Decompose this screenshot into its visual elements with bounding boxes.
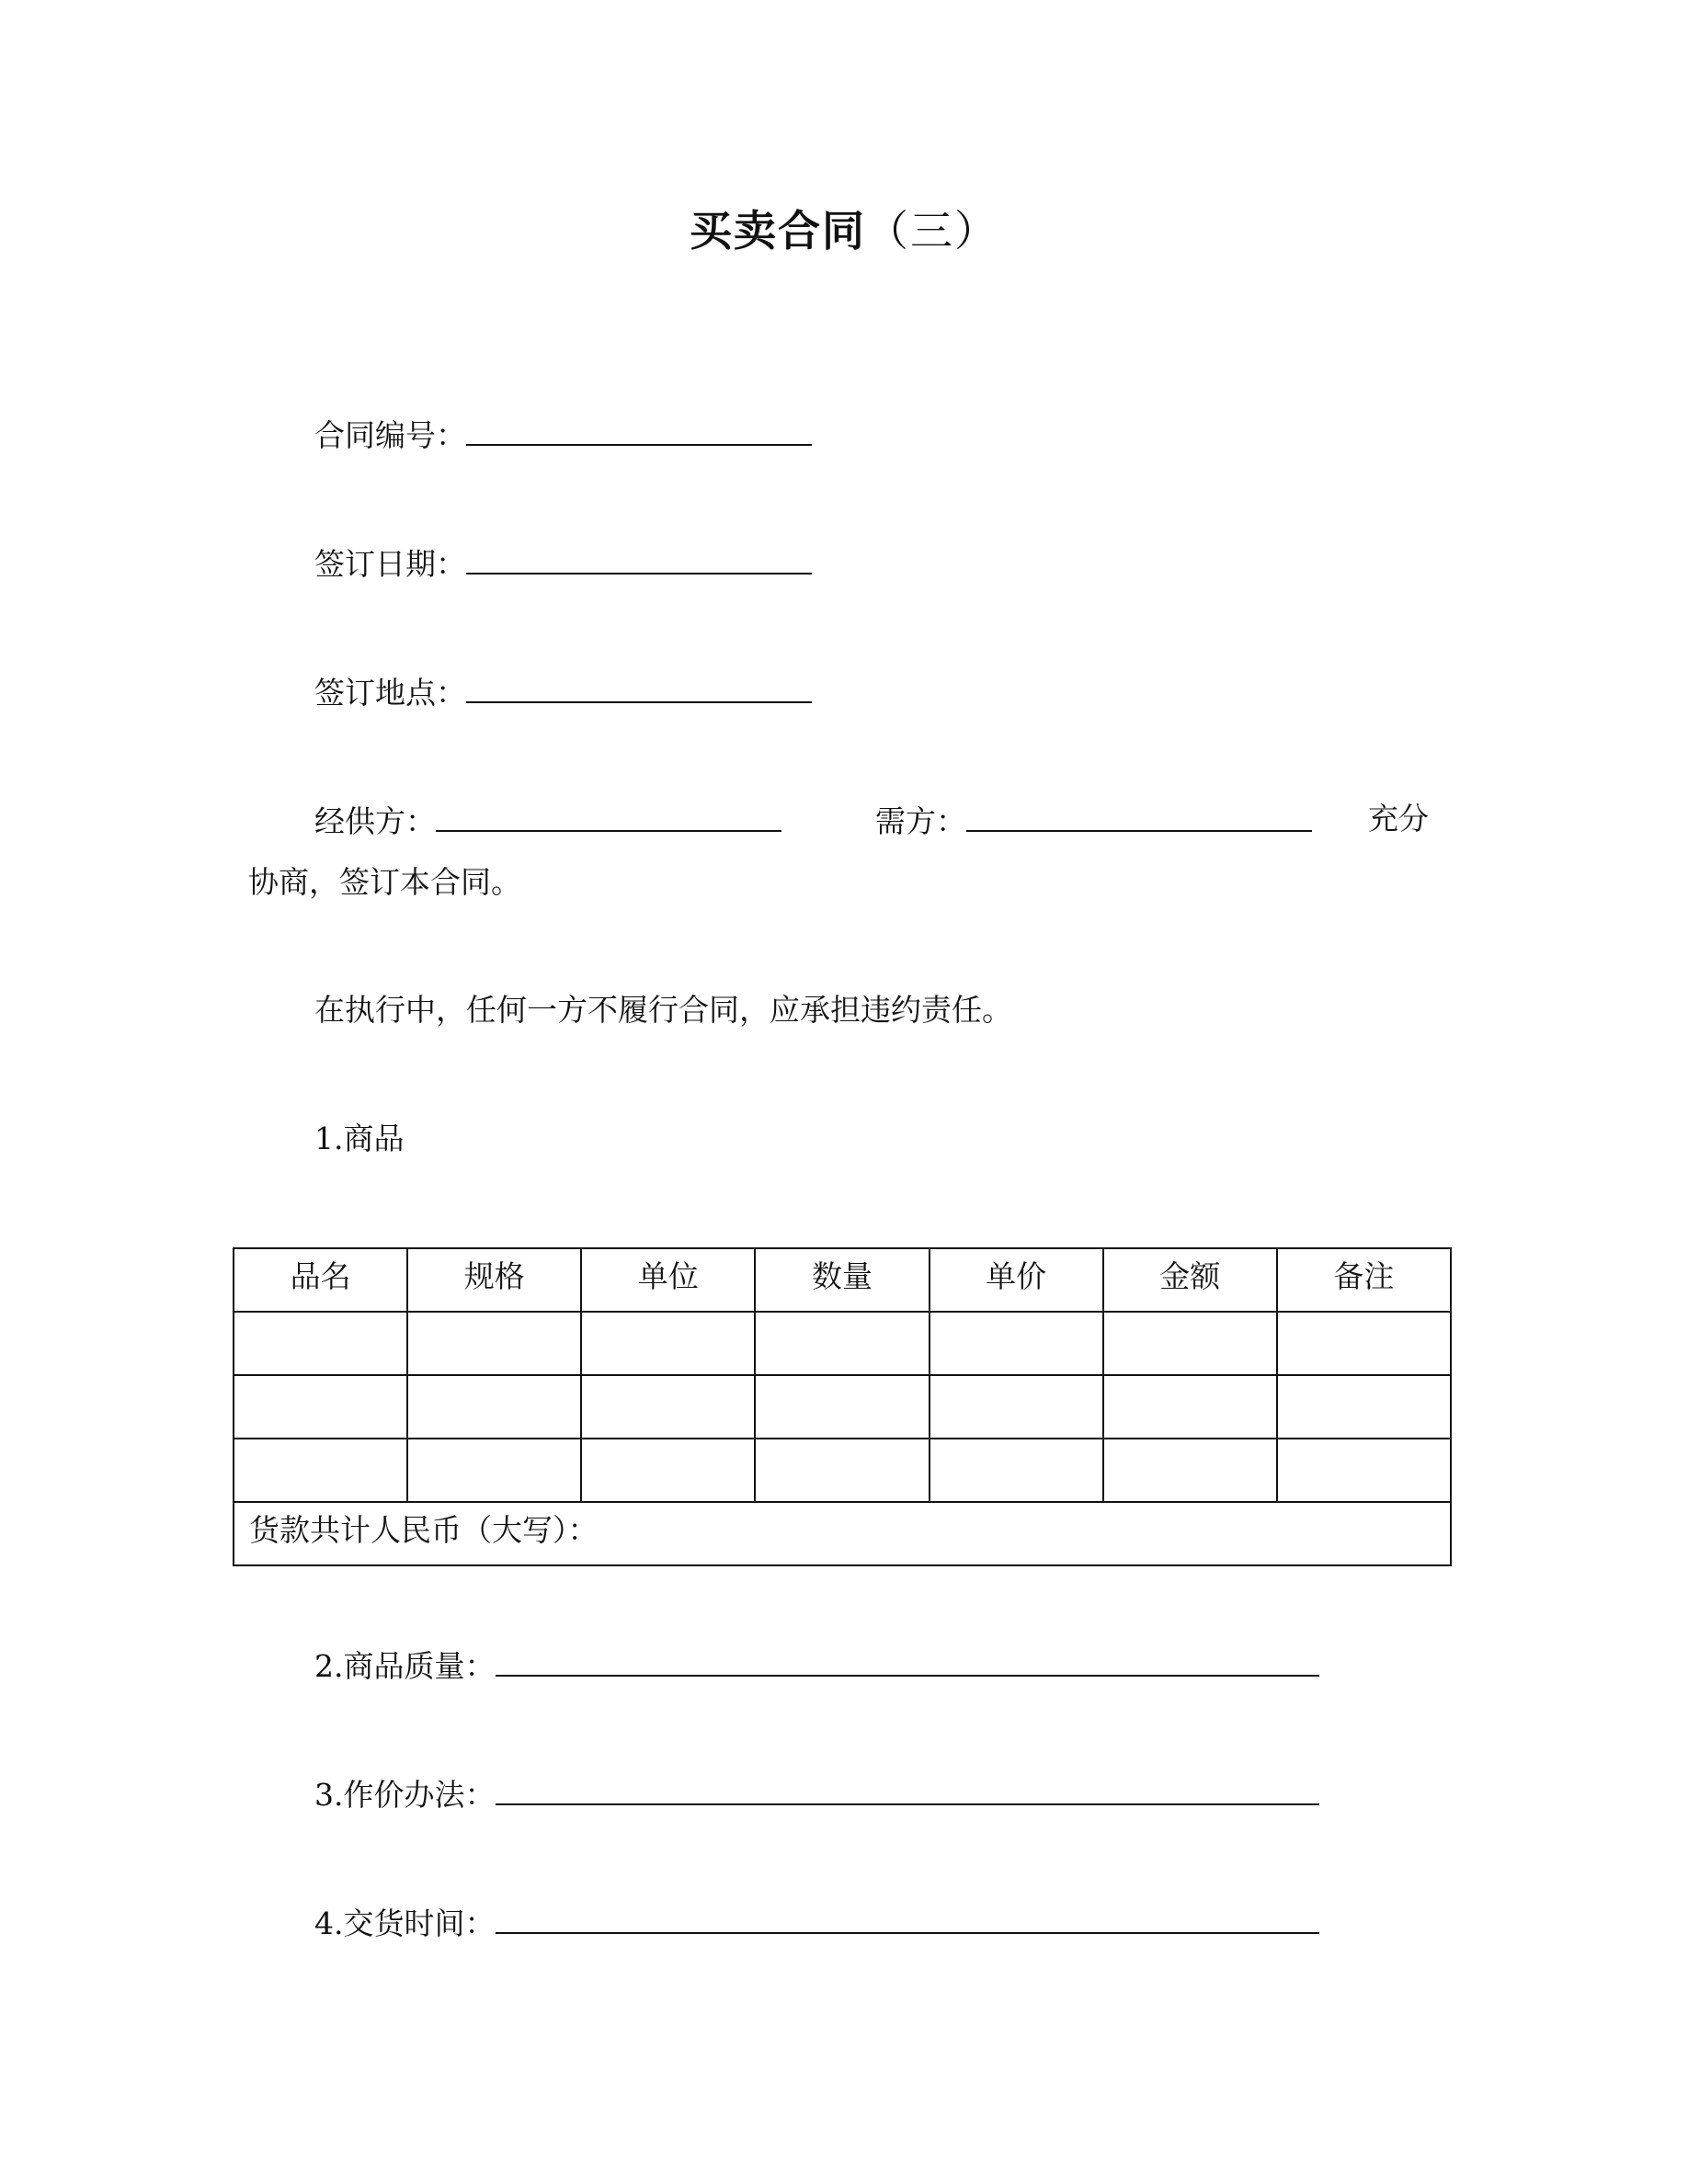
table-cell[interactable]	[234, 1439, 407, 1502]
section-3-blank[interactable]	[496, 1774, 1319, 1805]
section-3-field	[314, 1774, 1319, 1814]
contract-number-label: 合同编号：	[314, 417, 466, 453]
table-cell[interactable]	[1103, 1439, 1277, 1502]
buyer-label: 需方：	[875, 803, 966, 839]
total-row	[234, 1502, 1451, 1565]
sign-date-field	[314, 543, 812, 583]
header-product-name: 品名	[234, 1248, 407, 1312]
supplier-blank[interactable]	[436, 801, 781, 832]
section-2-field	[314, 1645, 1319, 1685]
section-4-field	[314, 1903, 1319, 1942]
total-amount-cell[interactable]: 货款共计人民币（大写）：	[234, 1502, 1451, 1565]
sign-place-field	[314, 672, 812, 711]
table-cell[interactable]	[930, 1312, 1103, 1375]
table-cell[interactable]	[1103, 1375, 1277, 1439]
section-1-heading: 1.商品	[314, 1120, 405, 1156]
goods-table-header-row	[234, 1248, 1451, 1312]
header-spec: 规格	[407, 1248, 581, 1312]
sign-date-blank[interactable]	[466, 543, 812, 574]
header-amount: 金额	[1103, 1248, 1277, 1312]
title-paren: （三）	[866, 206, 998, 256]
table-cell[interactable]	[581, 1439, 755, 1502]
table-cell[interactable]	[581, 1312, 755, 1375]
table-cell[interactable]	[1277, 1439, 1451, 1502]
contract-number-field	[314, 415, 812, 454]
table-cell[interactable]	[930, 1439, 1103, 1502]
section-2-label: 2.商品质量：	[314, 1648, 496, 1684]
supplier-label: 经供方：	[314, 803, 436, 839]
parties-after-text: 充分	[1368, 801, 1429, 836]
buyer-blank[interactable]	[966, 801, 1312, 832]
header-remarks: 备注	[1277, 1248, 1451, 1312]
goods-table	[233, 1247, 1452, 1566]
contract-number-blank[interactable]	[466, 415, 812, 446]
table-cell[interactable]	[755, 1312, 929, 1375]
section-2-blank[interactable]	[496, 1645, 1319, 1677]
table-cell[interactable]	[755, 1439, 929, 1502]
supplier-field	[314, 801, 781, 840]
sign-place-label: 签订地点：	[314, 675, 466, 711]
table-cell[interactable]	[1103, 1312, 1277, 1375]
sign-place-blank[interactable]	[466, 672, 812, 703]
parties-continuation: 协商，签订本合同。	[248, 864, 521, 900]
document-title	[0, 198, 1688, 258]
table-cell[interactable]	[234, 1375, 407, 1439]
title-main: 买卖合同	[690, 206, 866, 256]
table-cell[interactable]	[407, 1375, 581, 1439]
header-unit: 单位	[581, 1248, 755, 1312]
table-row	[234, 1375, 1451, 1439]
table-cell[interactable]	[407, 1312, 581, 1375]
breach-clause: 在执行中，任何一方不履行合同，应承担违约责任。	[314, 992, 1012, 1028]
table-cell[interactable]	[234, 1312, 407, 1375]
table-cell[interactable]	[581, 1375, 755, 1439]
header-unit-price: 单价	[930, 1248, 1103, 1312]
section-4-blank[interactable]	[496, 1903, 1319, 1934]
table-row	[234, 1439, 1451, 1502]
sign-date-label: 签订日期：	[314, 546, 466, 582]
table-cell[interactable]	[1277, 1375, 1451, 1439]
section-4-label: 4.交货时间：	[314, 1905, 496, 1941]
header-quantity: 数量	[755, 1248, 929, 1312]
table-cell[interactable]	[407, 1439, 581, 1502]
table-row	[234, 1312, 1451, 1375]
section-3-label: 3.作价办法：	[314, 1777, 496, 1813]
table-cell[interactable]	[930, 1375, 1103, 1439]
table-cell[interactable]	[755, 1375, 929, 1439]
buyer-field	[875, 801, 1312, 840]
table-cell[interactable]	[1277, 1312, 1451, 1375]
